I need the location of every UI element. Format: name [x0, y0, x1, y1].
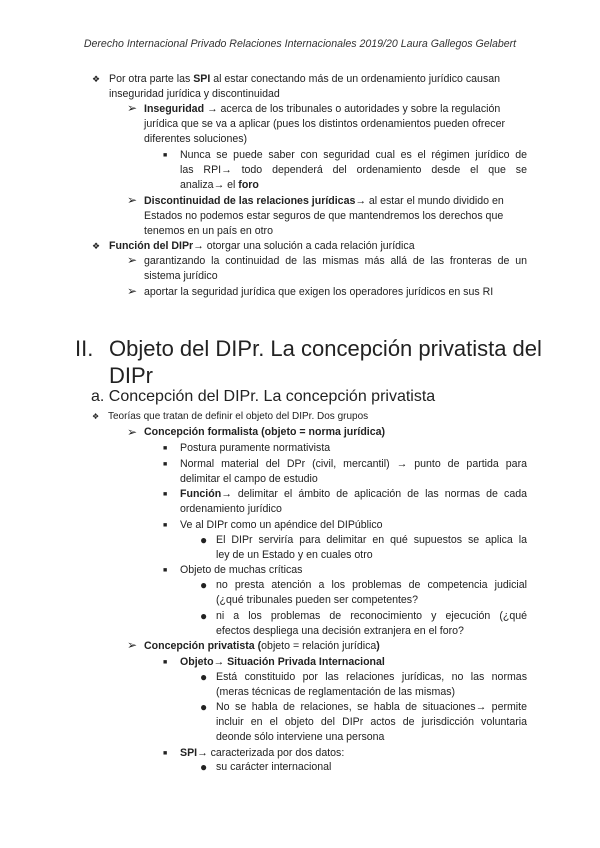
- text-line: ley de un Estado y en cuales otro: [216, 549, 373, 561]
- text-line: incluir en el objeto del DIPr actos de jurisdicción voluntaria: [216, 716, 527, 728]
- term-discontinuidad: Discontinuidad de las relaciones jurídicas: [144, 195, 356, 207]
- text-line: Nunca se puede saber con seguridad cual es el régimen jurídico de: [180, 149, 527, 161]
- text-line: Objeto de muchas críticas: [180, 564, 303, 576]
- dot-bullet-icon: ●: [200, 760, 208, 774]
- text-line: analiza→ el foro: [180, 179, 259, 191]
- dot-bullet-icon: ●: [200, 700, 208, 714]
- diamond-bullet-icon: ❖: [92, 412, 100, 421]
- text-line: Está constituido por las relaciones jurídicas, no las normas: [216, 671, 527, 683]
- text-line: Inseguridad → acerca de los tribunales o autoridades y sobre la regulación: [144, 103, 501, 115]
- term-spi: SPI: [180, 747, 198, 759]
- text-line: tenemos en un país en otro: [144, 225, 273, 237]
- square-bullet-icon: ■: [163, 445, 168, 452]
- square-bullet-icon: ■: [163, 567, 168, 574]
- term-spi: SPI: [193, 73, 211, 85]
- text-line: Estados no podemos estar seguros de que mantendremos los derechos que: [144, 210, 504, 222]
- text-line: Objeto→ Situación Privada Internacional: [180, 656, 385, 668]
- text-line: Normal material del DPr (civil, mercantil) → punto de partida para: [180, 458, 527, 470]
- arrow-bullet-icon: ➢: [127, 253, 138, 267]
- text-line: las RPI→ todo dependerá del ordenamiento desde el que se: [180, 164, 527, 176]
- page-header: Derecho Internacional Privado Relaciones Internacionales 2019/20 Laura Gallegos Gelabert: [83, 38, 517, 50]
- square-bullet-icon: ■: [163, 461, 168, 468]
- text-line: Concepción privatista (objeto = relación jurídica): [144, 640, 380, 652]
- section-title-cont: DIPr: [109, 363, 153, 388]
- text-line: Función del DIPr→ otorgar una solución a cada relación jurídica: [109, 240, 415, 252]
- square-bullet-icon: ■: [163, 491, 168, 498]
- text-line: Por otra parte las SPI al estar conectando más de un ordenamiento jurídico causan: [109, 73, 501, 85]
- text-line: Discontinuidad de las relaciones jurídicas→ al estar el mundo dividido en: [144, 195, 504, 207]
- text-line: Función→ delimitar el ámbito de aplicación de las normas de cada: [180, 488, 527, 500]
- arrow-bullet-icon: ➢: [127, 284, 138, 298]
- text-line: inseguridad jurídica y discontinuidad: [109, 88, 280, 100]
- text-line: garantizando la continuidad de las mismas más allá de las fronteras de un: [144, 255, 527, 267]
- text-line: aportar la seguridad jurídica que exigen los operadores jurídicos en sus RI: [144, 286, 494, 298]
- text-line: ni a los problemas de reconocimiento y ejecución (¿qué: [216, 610, 527, 622]
- arrow-bullet-icon: ➢: [127, 638, 138, 652]
- text-line: efectos despliega una decisión extranjera en el foro?: [216, 625, 464, 637]
- text-line: SPI→ caracterizada por dos datos:: [180, 747, 345, 759]
- diamond-bullet-icon: ❖: [92, 241, 101, 251]
- text-line: Concepción formalista (objeto = norma jurídica): [144, 426, 386, 438]
- arrow-bullet-icon: ➢: [127, 101, 138, 115]
- diamond-bullet-icon: ❖: [92, 74, 101, 84]
- square-bullet-icon: ■: [163, 659, 168, 666]
- dot-bullet-icon: ●: [200, 609, 208, 623]
- dot-bullet-icon: ●: [200, 578, 208, 592]
- square-bullet-icon: ■: [163, 522, 168, 529]
- text-line: Teorías que tratan de definir el objeto del DIPr. Dos grupos: [108, 411, 369, 422]
- text-line: No se habla de relaciones, se habla de situaciones→ permite: [216, 701, 527, 713]
- text-line: delimitar el campo de estudio: [180, 473, 318, 485]
- text-line: jurídica que se va a aplicar (pues los distintos ordenamientos pueden ofrecer: [144, 118, 505, 130]
- subsection-title: a. Concepción del DIPr. La concepción privatista: [91, 388, 436, 405]
- square-bullet-icon: ■: [163, 750, 168, 757]
- text-line: su carácter internacional: [216, 761, 332, 773]
- text-line: El DIPr serviría para delimitar en qué supuestos se aplica la: [216, 534, 527, 546]
- term-funcion: Función: [180, 488, 222, 500]
- term-inseguridad: Inseguridad: [144, 103, 205, 115]
- arrow-bullet-icon: ➢: [127, 193, 138, 207]
- term-foro: foro: [238, 179, 259, 191]
- text-line: deonde sólo interviene una persona: [216, 731, 385, 743]
- text-line: (meras técnicas de reglamentación de las mismas): [216, 686, 456, 698]
- text-line: Postura puramente normativista: [180, 442, 331, 454]
- text-line: sistema jurídico: [144, 270, 218, 282]
- text-line: ordenamiento jurídico: [180, 503, 282, 515]
- dot-bullet-icon: ●: [200, 533, 208, 547]
- text-line: no presta atención a los problemas de competencia judicial: [216, 579, 527, 591]
- text-line: (¿qué tribunales pueden ser competentes?: [216, 594, 418, 606]
- text-line: Ve al DIPr como un apéndice del DIPúblico: [180, 519, 383, 531]
- arrow-bullet-icon: ➢: [127, 425, 138, 439]
- term-funcion-dipr: Función del DIPr: [109, 240, 194, 252]
- section-title: Objeto del DIPr. La concepción privatista del: [109, 336, 542, 361]
- square-bullet-icon: ■: [163, 152, 168, 159]
- dot-bullet-icon: ●: [200, 670, 208, 684]
- text-line: diferentes soluciones): [144, 133, 248, 145]
- section-number: II.: [75, 336, 94, 361]
